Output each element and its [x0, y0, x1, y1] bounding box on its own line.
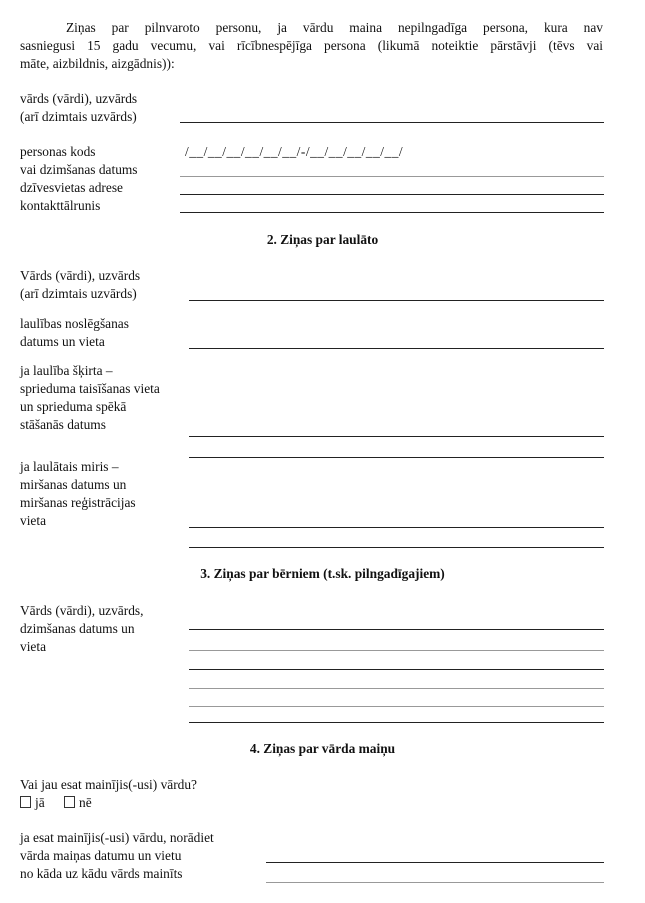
marriage-label-line-1: laulības noslēgšanas [20, 316, 129, 331]
divorce-field-1[interactable] [189, 436, 604, 437]
divorce-label-line-4: stāšanās datums [20, 417, 106, 432]
death-label-line-3: miršanas reģistrācijas [20, 495, 136, 510]
death-field-2[interactable] [189, 547, 604, 548]
section-4-heading: 4. Ziņas par vārda maiņu [249, 741, 396, 756]
option-no[interactable] [64, 794, 92, 812]
option-yes[interactable] [20, 794, 45, 812]
section-3-heading: 3. Ziņas par bērniem (t.sk. pilngadīgajiem) [200, 566, 445, 581]
children-field-3[interactable] [189, 669, 604, 670]
death-label [20, 458, 136, 530]
death-label-line-2: miršanas datums un [20, 477, 127, 492]
rep-phone-label: kontakttālrunis [20, 198, 101, 213]
name-change-details-line-3: no kāda uz kādu vārds mainīts [20, 866, 183, 881]
marriage-label-line-2: datums un vieta [20, 334, 105, 349]
rep-name-label [20, 90, 137, 126]
death-label-line-1: ja laulātais miris – [20, 459, 119, 474]
divorce-label-line-1: ja laulība šķirta – [20, 363, 113, 378]
rep-personal-code-field[interactable]: /__/__/__/__/__/__/-/__/__/__/__/__/ [185, 144, 404, 159]
name-change-details-label [20, 829, 214, 883]
checkbox-no[interactable] [64, 796, 75, 808]
children-field-6[interactable] [189, 722, 604, 723]
children-field-4[interactable] [189, 688, 604, 689]
name-change-field-1[interactable] [266, 862, 604, 863]
divorce-label [20, 362, 160, 434]
intro-line-3: māte, aizbildnis, aizgādnis)): [20, 56, 175, 71]
option-no-label: nē [79, 795, 92, 810]
children-field-1[interactable] [189, 629, 604, 630]
intro-line-1: Ziņas par pilnvaroto personu, ja vārdu maina nepilngadīga persona, kura nav [66, 20, 603, 35]
divorce-field-2[interactable] [189, 457, 604, 458]
children-label [20, 602, 143, 656]
spouse-name-field[interactable] [189, 300, 604, 301]
name-change-details-line-1: ja esat mainījis(-usi) vārdu, norādiet [20, 830, 214, 845]
option-yes-label: jā [35, 795, 45, 810]
name-change-options [20, 794, 108, 812]
rep-address-field[interactable] [180, 194, 604, 195]
spouse-name-label-line-1: Vārds (vārdi), uzvārds [20, 268, 141, 283]
intro-paragraph [20, 19, 603, 73]
children-label-line-1: Vārds (vārdi), uzvārds, [20, 603, 144, 618]
rep-phone-field[interactable] [180, 212, 604, 213]
rep-personal-code-label [20, 143, 138, 179]
divorce-label-line-2: sprieduma taisīšanas vieta [20, 381, 160, 396]
name-change-question: Vai jau esat mainījis(-usi) vārdu? [20, 777, 197, 792]
divorce-label-line-3: un sprieduma spēkā [20, 399, 127, 414]
checkbox-yes[interactable] [20, 796, 31, 808]
rep-address-label: dzīvesvietas adrese [20, 180, 123, 195]
name-change-field-2[interactable] [266, 882, 604, 883]
rep-pk-label-line-1: personas kods [20, 144, 96, 159]
rep-name-label-line-2: (arī dzimtais uzvārds) [20, 109, 137, 124]
children-field-5[interactable] [189, 706, 604, 707]
section-2-heading: 2. Ziņas par laulāto [266, 232, 379, 247]
name-change-details-line-2: vārda maiņas datumu un vietu [20, 848, 182, 863]
rep-name-label-line-1: vārds (vārdi), uzvārds [20, 91, 138, 106]
intro-line-2: sasniegusi 15 gadu vecumu, vai rīcībnespējīga persona (likumā noteiktie pārstāvji (tēvs vai [20, 38, 603, 53]
death-label-line-4: vieta [20, 513, 47, 528]
death-field-1[interactable] [189, 527, 604, 528]
children-label-line-2: dzimšanas datums un [20, 621, 135, 636]
marriage-field[interactable] [189, 348, 604, 349]
rep-birth-date-field[interactable] [180, 176, 604, 177]
rep-pk-label-line-2: vai dzimšanas datums [20, 162, 138, 177]
spouse-name-label [20, 267, 140, 303]
rep-name-field[interactable] [180, 122, 604, 123]
spouse-name-label-line-2: (arī dzimtais uzvārds) [20, 286, 137, 301]
children-label-line-3: vieta [20, 639, 47, 654]
marriage-label [20, 315, 129, 351]
children-field-2[interactable] [189, 650, 604, 651]
